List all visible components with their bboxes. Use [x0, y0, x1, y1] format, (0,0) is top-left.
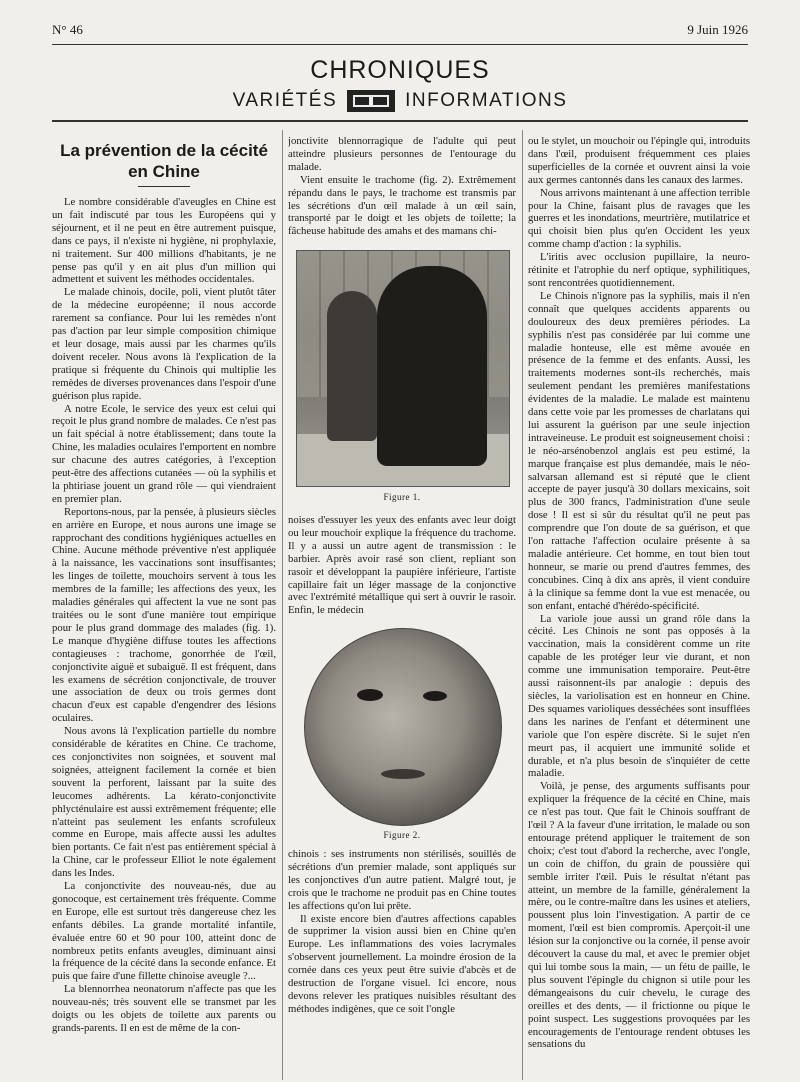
paragraph: Le malade chinois, docile, poli, vient plutôt tâter de la médecine européenne; il nous accorde rarement sa confiance. Pour lui les remèdes n'ont pas d'action par leur simple composition chimique et leur dosage, mais aussi par les charmes qu'ils doivent receler. Nous avons là l'explication de la pratique si fréquente du Chinois qui multiplie les remèdes de diverses provenances dans l'espoir d'une guérison plus rapide.	[52, 286, 276, 402]
column-2-top	[288, 135, 516, 239]
running-header	[52, 22, 748, 38]
photo-eye-left	[357, 689, 383, 701]
paragraph: noises d'essuyer les yeux des enfants avec leur doigt ou leur mouchoir explique la fréquence du trachome. Il y a aussi un autre agent de transmission : le barbier. Après avoir rasé son client, repliant son rasoir et développant la paupière inférieure, l'artiste capillaire fait un léger massage de la conjonctive avec l'extrémité métallique qui sert à ouvrir le rasoir. Enfin, le médecin	[288, 514, 516, 616]
paragraph: chinois : ses instruments non stérilisés, souillés de sécrétions d'un premier malade, sont appliqués sur les conjonctives d'un autre patient. Malgré tout, je crois que le trachome ne produit pas en Chine toutes les affections qu'on lui prête.	[288, 848, 516, 912]
paragraph: Le Chinois n'ignore pas la syphilis, mais il n'en connaît que quelques accidents apparents ou douloureux des deux premières périodes. La syphilis n'est pas considérée par lui comme une maladie honteuse, elle est même avouée en présence de la femme et des enfants. Aussi, les traitements modernes sont-ils recherchés, mais seulement pendant les premières manifestations évidentes de la maladie. Le malade est maintenu dans cette voie par les promesses de charlatans qui lui assurent la guérison par une seule injection intraveineuse. Le produit est soigneusement choisi : le néo-arsénobenzol anglais est peu estimé, la marque française est plus demandée, mais le néo-salvarsan allemand est si réputé que le client accepte de payer jusqu'à 30 dollars mexicains, soit plus de 300 francs, l'administration d'une seule dose ! Il est si sûr du résultat qu'il ne peut pas comprendre que l'on doute de sa guérison, et que l'on rattache l'affection oculaire présente à sa maladie antérieure. Cet homme, en tout bien tout honneur, se marie ou prend d'autres femmes, des concubines. Cinq à dix ans après, il vient conduire à la clinique sa femme dont la vue est menacée, ou son enfant, entaché d'hérédo-spécificité.	[528, 289, 750, 612]
photo-eye-right	[423, 691, 447, 701]
figure-2-caption: Figure 2.	[383, 830, 421, 840]
masthead-title: CHRONIQUES	[310, 56, 490, 84]
photo-adult	[377, 266, 487, 466]
paragraph: La blennorrhea neonatorum n'affecte pas que les nouveau-nés; très souvent elle se transmet par les doigts ou les objets de toilette aux parents ou grands-parents. Il en est de même de la con-	[52, 983, 276, 1034]
paragraph: Nous avons là l'explication partielle du nombre considérable de kératites en Chine. Ce trachome, ces conjonctivites non soignées, et souvent mal soignées, atteignent facilement la cornée et bien souvent la perforent, laissant par la suite des leucomes adhérents. La kérato-conjonctivite phlycténulaire est aussi extrêmement fréquente; elle n'atteint pas seulement les enfants scrofuleux comme en Europe, mais affecte aussi les adultes bien portants. Ce fait n'est pas entièrement spécial à la Chine, car le professeur Elliot le note également dans les Indes.	[52, 725, 276, 880]
paragraph: jonctivite blennorragique de l'adulte qui peut atteindre plusieurs personnes de l'entourage du malade.	[288, 135, 516, 173]
ornament-icon	[347, 90, 395, 112]
masthead-subtitle	[0, 90, 800, 112]
column-2-middle	[288, 514, 516, 616]
title-rule	[138, 186, 190, 187]
masthead-rule	[52, 120, 748, 122]
column-1	[52, 196, 276, 1081]
paragraph: La conjonctivite des nouveau-nés, due au gonocoque, est certainement très fréquente. Comme en Europe, elle est surtout très dangereuse chez les enfants débiles. La grande mortalité infantile, évaluée entre 60 et 90 pour 100, atteint donc de nombreux petits enfants aveugles, diminuant ainsi la fréquence de la cécité dans la seconde enfance. Et puis que faire d'une fillette chinoise aveugle ?...	[52, 880, 276, 983]
paragraph: L'iritis avec occlusion pupillaire, la neuro-rétinite et l'atrophie du nerf optique, syphilitiques, sont rencontrées quotidiennement.	[528, 251, 750, 289]
article-title: La prévention de la cécité en Chine	[60, 141, 268, 181]
issue-number: N° 46	[52, 22, 83, 37]
masthead-varietes: VARIÉTÉS	[232, 90, 338, 111]
photo-child	[327, 291, 377, 441]
masthead-informations: INFORMATIONS	[405, 90, 568, 111]
paragraph: Vient ensuite le trachome (fig. 2). Extrêmement répandu dans le pays, le trachome est transmis par les sécrétions d'un œil malade à un œil sain, transporté par le doigt et les objets de toilette; la fâcheuse habitude des amahs et des mamans chi-	[288, 173, 516, 238]
column-2-bottom	[288, 848, 516, 1080]
paragraph: Le nombre considérable d'aveugles en Chine est un fait indiscuté par tous les Européens qui y séjournent, et il ne peut en être autrement puisque, dans ce pays, il n'existe ni hygiène, ni prophylaxie, ni traitement. Sur 400 millions d'habitants, je ne pense pas qu'il y en ait plus d'un million qui admettent et suivent les méthodes occidentales.	[52, 196, 276, 286]
figure-1-caption: Figure 1.	[383, 492, 421, 502]
paragraph: Voilà, je pense, des arguments suffisants pour expliquer la fréquence de la cécité en Chine, mais ce n'est pas tout. Que fait le Chinois souffrant de l'œil ? A la faveur d'une irritation, le malade ou son entourage prétend appliquer le traitement de son choix; c'est tout d'abord la recherche, avec l'ongle, un coin de chiffon, du grain de poussière qui semble irriter l'œil. Puis le résultat n'étant pas atteint, un membre de la famille, généralement la mère, ou le contre-maître dans les usines et ateliers, poussent plus loin l'investigation. A partir de ce moment, l'œil est bien compromis. Aperçoit-il une lésion sur la conjonctive ou la cornée, il pense avoir découvert la cause du mal, et avec le premier objet qui lui tombe sous la main, — un fétu de paille, le plus souvent l'épingle du chignon si utile pour les démangeaisons du cuir chevelu, le curage des oreilles et des dents, — il frictionne ou pique le point suspect. Les suggestions provoquées par les encouragements de l'entourage rendent obtuses les sensations du	[528, 780, 750, 1051]
photo-mouth	[381, 769, 425, 779]
column-3	[528, 135, 750, 1081]
column-separator	[522, 130, 523, 1080]
paragraph: Nous arrivons maintenant à une affection terrible pour la Chine, faisant plus de ravages que les guerres et les inondations, meurtrière, mutilatrice et qui choisit bien plus qu'en Occident les yeux comme champ d'action : la syphilis.	[528, 186, 750, 251]
header-rule	[52, 44, 748, 45]
paragraph: ou le stylet, un mouchoir ou l'épingle qui, introduits dans l'œil, produisent fréquemment ces plaies superficielles de la cornée et ouvrent ainsi la voie aux germes cantonnés dans les canaux des larmes.	[528, 135, 750, 186]
paragraph: Il existe encore bien d'autres affections capables de supprimer la vision aussi bien en Chine qu'en Europe. Les inflammations des voies lacrymales s'observent journellement. La moindre érosion de la cornée dans ces yeux peut être suivie d'abcès et de destruction de l'organe visuel. Ici encore, nous devons relever les pratiques nuisibles résultant des méthodes indigènes, que ce soit l'ongle	[288, 912, 516, 1015]
paragraph: A notre Ecole, le service des yeux est celui qui reçoit le plus grand nombre de malades. Ce n'est pas un fait spécial à notre établissement; dans toute la Chine, les maladies oculaires l'emportent en nombre sur chacune des autres catégories, à l'exception peut-être des affections cutanées — où la syphilis et la phtiriase jouent un grand rôle — qui viendraient en premier plan.	[52, 402, 276, 505]
figure-1-photo	[296, 250, 510, 487]
figure-2-photo	[304, 628, 502, 826]
paragraph: Reportons-nous, par la pensée, à plusieurs siècles en arrière en Europe, et nous aurons une image se rapprochant des conditions hygiéniques actuelles en Chine. Aucune méthode préventive n'est appliquée à la naissance, les vaccinations sont insuffisantes; les linges de toilette, mouchoirs servent à tous les membres de la famille; les affections des yeux, les maladies générales qui affectent la vue ne sont pas traitées ou le sont d'une manière tout empirique pour le plus grand dommage des malades (fig. 1). Le manque d'hygiène diffuse toutes les affections contagieuses : trachome, gonorrhée de l'œil, conjonctivite aiguë et subaiguë. Il est fréquent, dans les examens de sécrétion conjonctivale, de trouver une association de deux ou trois germes dont chacun d'eux est capable d'engendrer des lésions oculaires.	[52, 505, 276, 725]
issue-date: 9 Juin 1926	[687, 22, 748, 37]
paragraph: La variole joue aussi un grand rôle dans la cécité. Les Chinois ne sont pas opposés à la vaccination, mais la considèrent comme un rite capable de les protéger leur vie durant, et non comme une immunisation temporaire. Peut-être aussi raisonnent-ils par analogie : depuis des siècles, la variolisation est en honneur en Chine. Des squames varioliques desséchées sont insufflées dans les narines de l'enfant et déterminent une variole que l'on espère discrète. Si le sujet n'en meurt pas, il acquiert une immunité solide et durable, et n'a plus besoin de s'inquiéter de cette maladie.	[528, 612, 750, 780]
column-separator	[282, 130, 283, 1080]
